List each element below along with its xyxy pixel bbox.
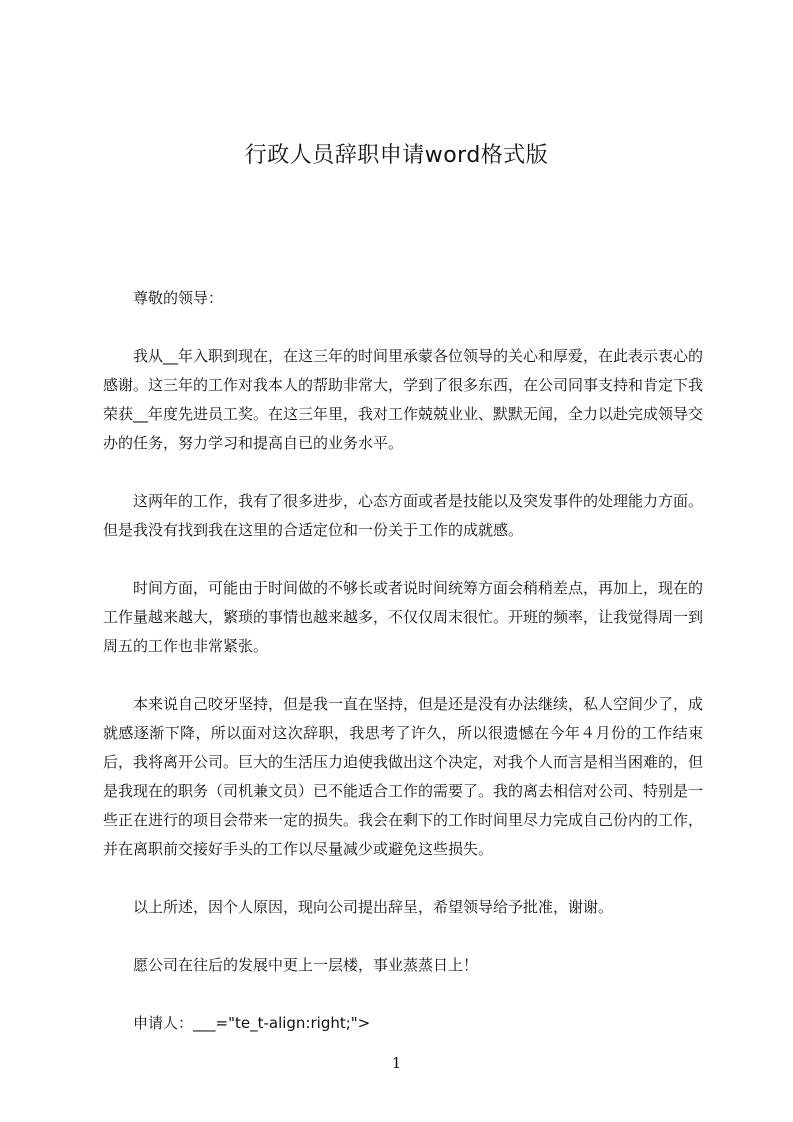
closing-wish: 愿公司在往后的发展中更上一层楼，事业蒸蒸日上！ (133, 956, 479, 974)
paragraph-2: 这两年的工作，我有了很多进步，心态方面或者是技能以及突发事件的处理能力方面。但是我没有找到我在这里的合适定位和一份关于工作的成就感。 (103, 492, 704, 539)
document-title: 行政人员辞职申请word格式版 (244, 143, 549, 168)
paragraph-3: 时间方面，可能由于时间做的不够长或者说时间统筹方面会稍稍差点，再加上，现在的工作量越来越大，繁琐的事情也越来越多，不仅仅周末很忙。开班的频率，让我觉得周一到周五的工作也非常紧张。 (103, 579, 704, 655)
greeting: 尊敬的领导： (133, 289, 224, 307)
paragraph-4: 本来说自己咬牙坚持，但是我一直在坚持，但是还是没有办法继续，私人空间少了，成就感逐渐下降，所以面对这次辞职，我思考了许久，所以很遗憾在今年４月份的工作结束后，我将离开公司。巨大的生活压力迫使我做出这个决定，对我个人而言是相当困难的，但是我现在的职务（司机兼文员）已不能适合工作的需要了。我的离去相信对公司、特别是一些正在进行的项目会带来一定的损失。我会在剩下的工作时间里尽力完成自己份内的工作，并在离职前交接好手头的工作以尽量减少或避免这些损失。 (103, 695, 704, 858)
paragraph-1: 我从__年入职到现在，在这三年的时间里承蒙各位领导的关心和厚爱，在此表示衷心的感谢。这三年的工作对我本人的帮助非常大，学到了很多东西，在公司同事支持和肯定下我荣获__年度先进员工奖。在这三年里，我对工作兢兢业业、默默无闻，全力以赴完成领导交办的任务，努力学习和提高自已的业务水平。 (103, 347, 704, 452)
signature-line: 申请人：___="te_t-align:right;"> (133, 1014, 371, 1032)
closing-statement: 以上所述，因个人原因，现向公司提出辞呈，希望领导给予批准，谢谢。 (133, 898, 614, 916)
page-number: 1 (391, 1054, 402, 1072)
document-body (103, 284, 703, 1038)
